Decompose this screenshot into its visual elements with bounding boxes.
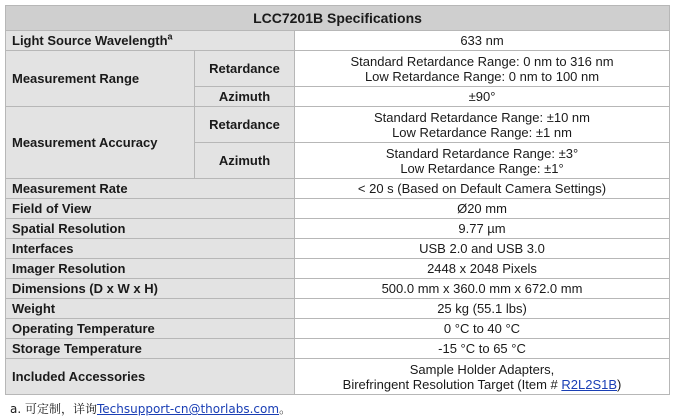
row-label: Measurement Range — [6, 51, 195, 107]
table-row — [6, 299, 670, 319]
table-row — [6, 239, 670, 259]
row-sublabel: Azimuth — [195, 143, 295, 179]
spec-table-container — [5, 5, 669, 395]
table-row — [6, 51, 670, 87]
row-value: 0 °C to 40 °C — [295, 319, 670, 339]
row-label: Storage Temperature — [6, 339, 295, 359]
footnote: a. 可定制，详询Techsupport-cn@thorlabs.com。 — [10, 402, 292, 416]
table-row — [6, 279, 670, 299]
row-value: Standard Retardance Range: ±10 nm Low Retardance Range: ±1 nm — [295, 107, 670, 143]
support-email-link[interactable]: Techsupport-cn@thorlabs.com — [96, 402, 280, 416]
table-row — [6, 31, 670, 51]
row-value: < 20 s (Based on Default Camera Settings) — [295, 179, 670, 199]
footnote-text: a. 可定制，详询 — [10, 402, 97, 416]
row-value: 500.0 mm x 360.0 mm x 672.0 mm — [295, 279, 670, 299]
row-value: Ø20 mm — [295, 199, 670, 219]
row-sublabel: Retardance — [195, 107, 295, 143]
row-value: Standard Retardance Range: 0 nm to 316 nm Low Retardance Range: 0 nm to 100 nm — [295, 51, 670, 87]
row-sublabel: Azimuth — [195, 87, 295, 107]
row-value: USB 2.0 and USB 3.0 — [295, 239, 670, 259]
row-value: Sample Holder Adapters, Birefringent Resolution Target (Item # R2L2S1B) — [295, 359, 670, 395]
table-row — [6, 199, 670, 219]
table-row — [6, 319, 670, 339]
row-label: Measurement Accuracy — [6, 107, 195, 179]
table-row — [6, 359, 670, 395]
footnote-marker: a — [167, 31, 173, 42]
row-label: Included Accessories — [6, 359, 295, 395]
row-label: Field of View — [6, 199, 295, 219]
table-row — [6, 107, 670, 143]
row-value: 2448 x 2048 Pixels — [295, 259, 670, 279]
row-label: Weight — [6, 299, 295, 319]
row-label: Imager Resolution — [6, 259, 295, 279]
row-label: Measurement Rate — [6, 179, 295, 199]
row-value: ±90° — [295, 87, 670, 107]
table-row — [6, 179, 670, 199]
table-row — [6, 259, 670, 279]
row-label: Light Source Wavelength$^a$ — [6, 31, 295, 51]
row-value: Standard Retardance Range: ±3° Low Retardance Range: ±1° — [295, 143, 670, 179]
row-value: 25 kg (55.1 lbs) — [295, 299, 670, 319]
item-link-r2l2s1b[interactable]: R2L2S1B — [561, 376, 618, 392]
row-value: 9.77 µm — [295, 219, 670, 239]
spec-table — [5, 5, 670, 395]
table-row — [6, 219, 670, 239]
row-value: -15 °C to 65 °C — [295, 339, 670, 359]
row-label: Dimensions (D x W x H) — [6, 279, 295, 299]
table-title: LCC7201B Specifications — [6, 6, 670, 31]
row-label: Spatial Resolution — [6, 219, 295, 239]
row-value: 633 nm — [295, 31, 670, 51]
row-label: Operating Temperature — [6, 319, 295, 339]
table-row — [6, 339, 670, 359]
row-sublabel: Retardance — [195, 51, 295, 87]
row-label: Interfaces — [6, 239, 295, 259]
